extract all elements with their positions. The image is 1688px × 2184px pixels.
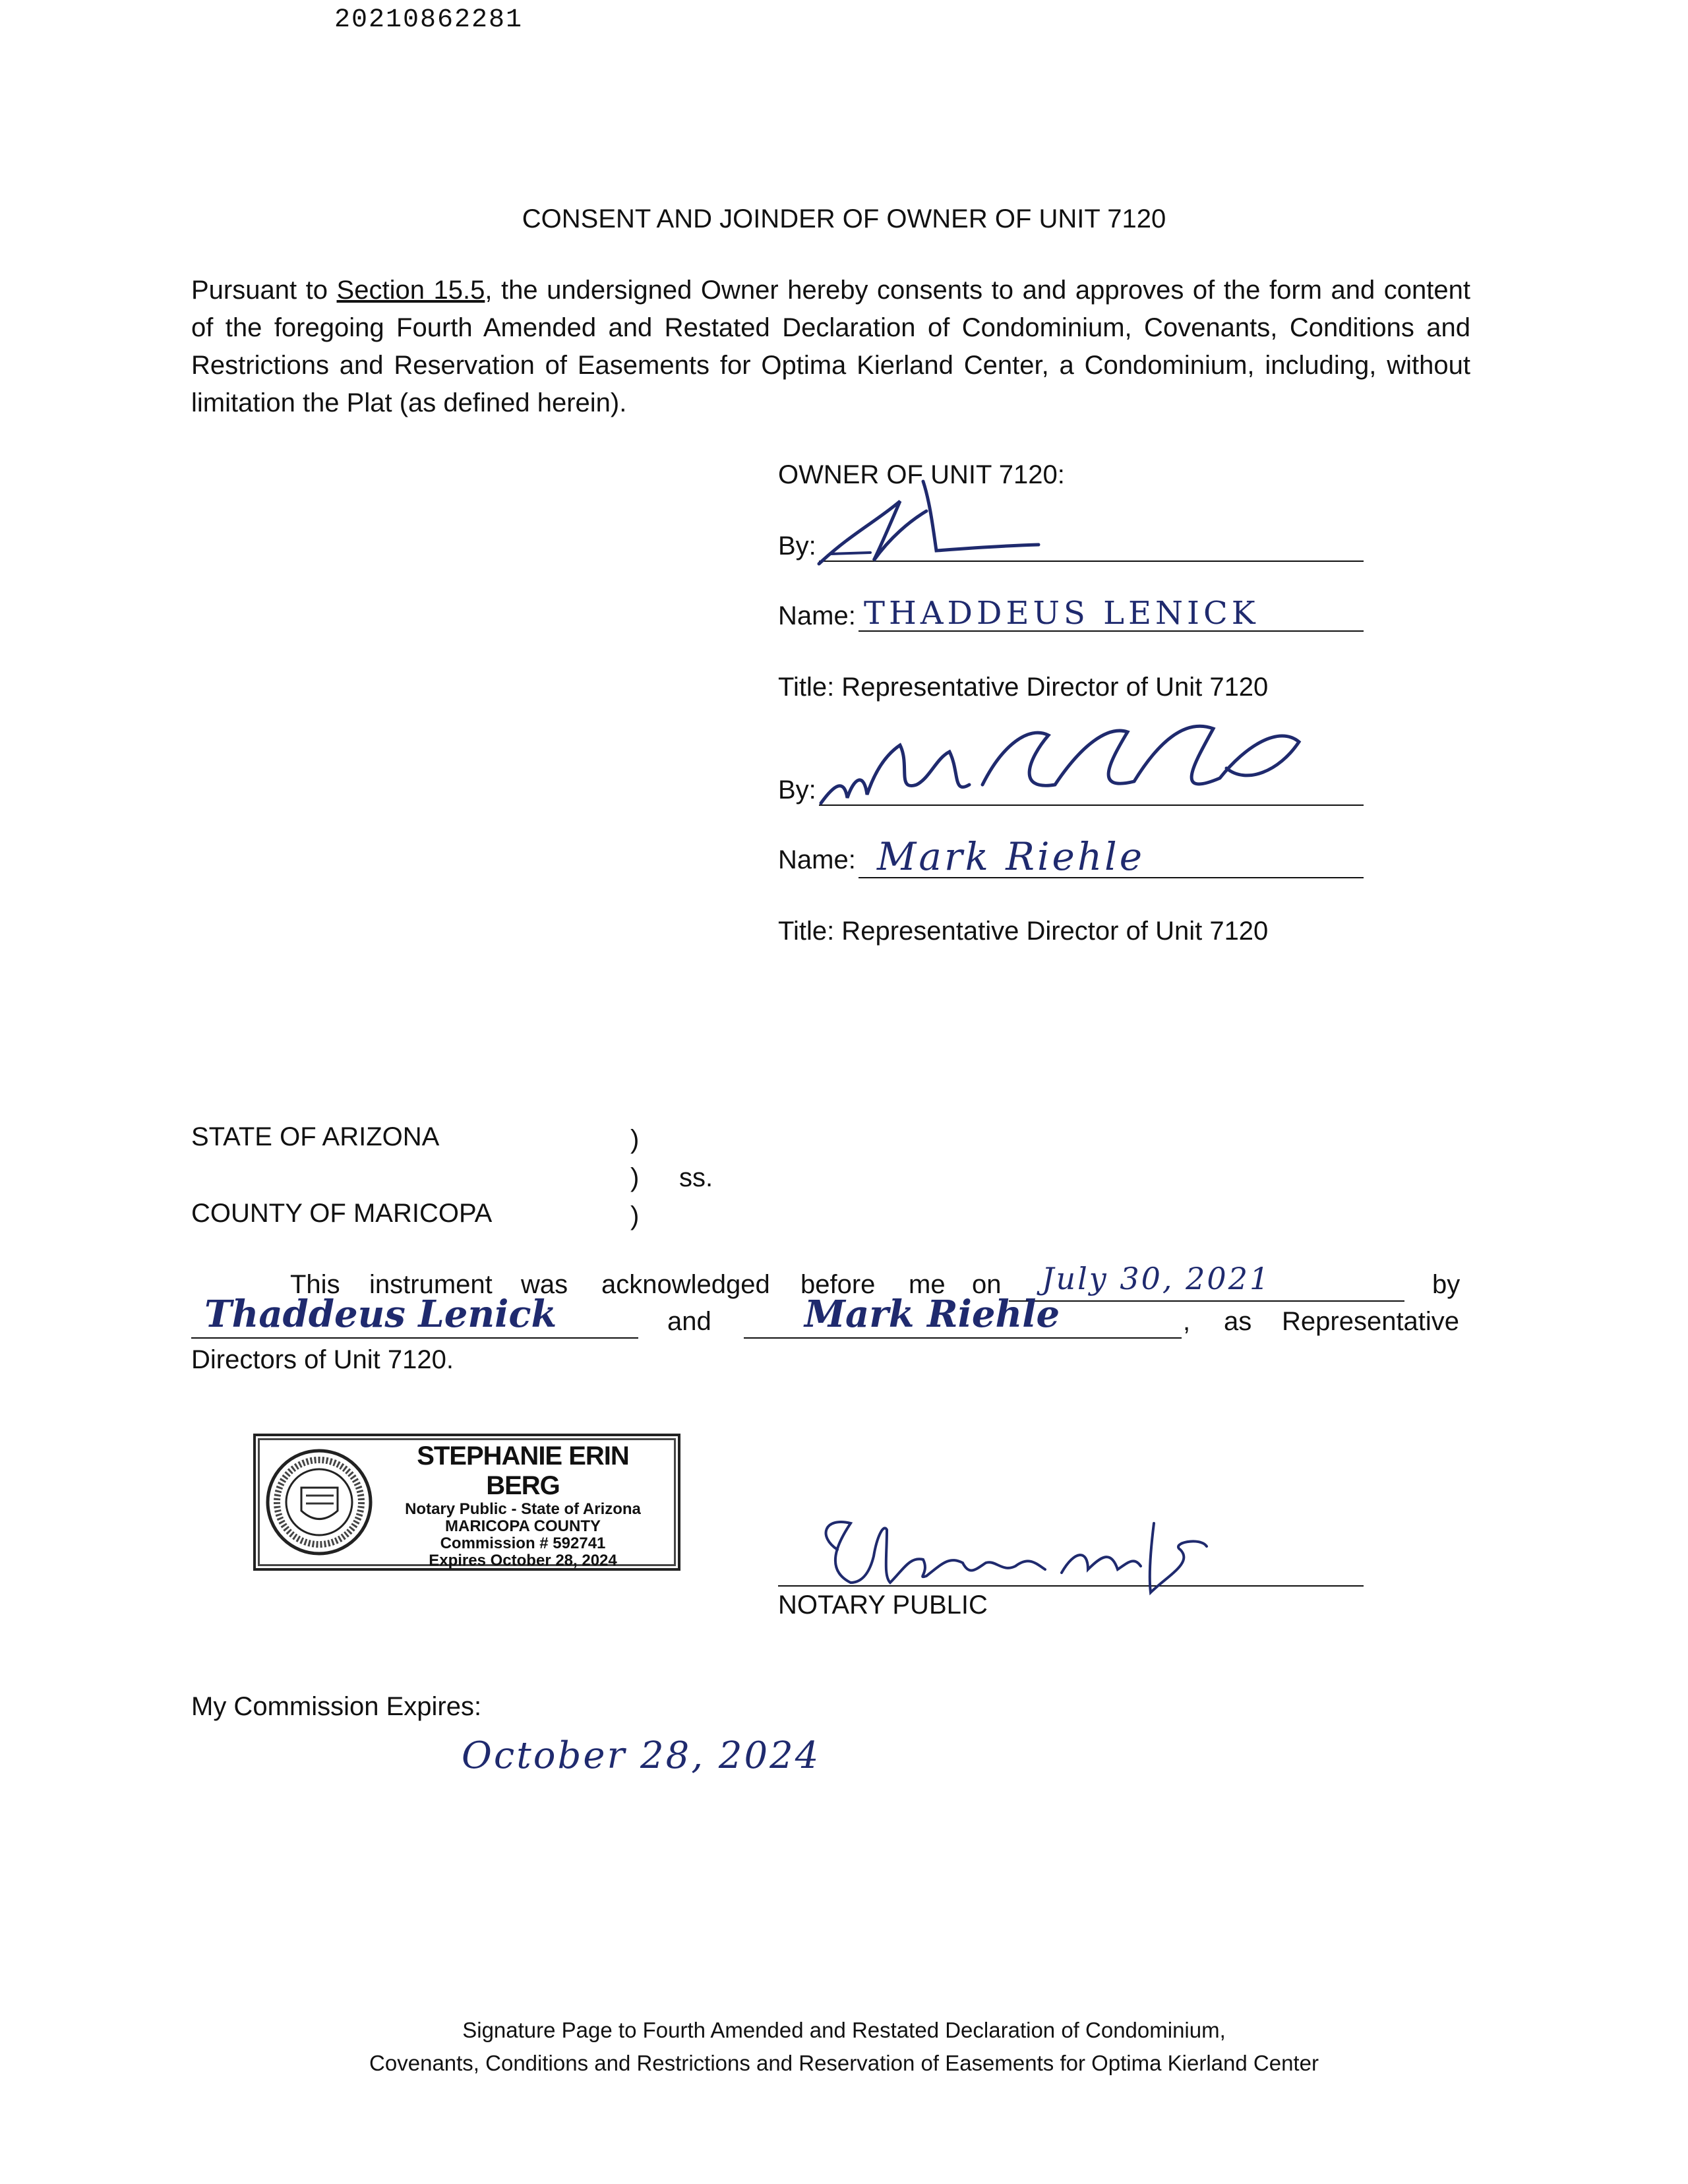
ack-word-me: me [909, 1270, 946, 1299]
page-title: CONSENT AND JOINDER OF OWNER OF UNIT 7120 [522, 204, 1166, 233]
by-label-2: By: [778, 775, 816, 804]
venue-ss: ss. [679, 1163, 713, 1192]
venue-paren-1: ) [630, 1125, 640, 1154]
ack-word-acknowledged: acknowledged [601, 1270, 770, 1299]
ack-line-3: Directors of Unit 7120. [191, 1345, 454, 1374]
notary-public-label: NOTARY PUBLIC [778, 1591, 988, 1620]
footer-line-1: Signature Page to Fourth Amended and Restated Declaration of Condominium, [462, 2018, 1226, 2042]
ack-date-line [1009, 1300, 1404, 1302]
intro-post: , the undersigned Owner hereby consents to and approves of the form and content of the foregoing Fourth Amended and Restated Declaration of Condominium, Covenants, Conditions and Restrictions and Reservation of Easements for Optima Kierland Center, a Condominium, including, without limitation the Plat (as defined herein). [191, 276, 1470, 417]
venue-county: COUNTY OF MARICOPA [191, 1199, 493, 1228]
stamp-line-1: Notary Public - State of Arizona [405, 1500, 641, 1518]
ack-name2-line [744, 1337, 1182, 1339]
owner-heading: OWNER OF UNIT 7120: [778, 460, 1065, 489]
footer-line-2: Covenants, Conditions and Restrictions and Reservation of Easements for Optima Kierland Center [369, 2051, 1319, 2075]
ack-comma: , [1183, 1307, 1191, 1336]
stamp-line-2: MARICOPA COUNTY [445, 1517, 601, 1535]
intro-paragraph [191, 272, 1470, 422]
commission-label: My Commission Expires: [191, 1692, 482, 1721]
ack-word-on: on [972, 1270, 1002, 1299]
by-label-1: By: [778, 531, 816, 561]
stamp-text [378, 1441, 668, 1569]
commission-date-handwritten: October 28, 2024 [462, 1734, 821, 1777]
title-line-2: Title: Representative Director of Unit 7120 [778, 917, 1269, 946]
ack-word-before: before [800, 1270, 876, 1299]
signature-stephanie-erin-berg [811, 1510, 1220, 1596]
signature-mark-riehle [818, 706, 1306, 814]
venue-paren-2: ) [630, 1163, 640, 1192]
ack-word-and: and [667, 1307, 711, 1336]
handwritten-name-1: THADDEUS LENICK [864, 595, 1259, 632]
ack-name2-handwritten: Mark Riehle [804, 1292, 1060, 1336]
ack-name1-line [191, 1337, 638, 1339]
footer [0, 2014, 1688, 2080]
notary-stamp [253, 1434, 680, 1571]
ack-word-representative: Representative [1282, 1307, 1460, 1336]
state-seal-icon [265, 1448, 374, 1557]
name-label-2: Name: [778, 845, 856, 874]
title-line-1: Title: Representative Director of Unit 7120 [778, 673, 1269, 702]
name-label-1: Name: [778, 601, 856, 630]
intro-pre: Pursuant to [191, 276, 337, 305]
ack-word-by: by [1432, 1270, 1461, 1299]
ack-word-as: as [1224, 1307, 1252, 1336]
stamp-line-4: Expires October 28, 2024 [429, 1552, 617, 1569]
venue-paren-3: ) [630, 1201, 640, 1230]
section-reference: Section 15.5 [336, 276, 485, 305]
document-number: 20210862281 [334, 5, 524, 35]
ack-word-this: This [290, 1270, 340, 1299]
ack-word-was: was [521, 1270, 568, 1299]
ack-word-instrument: instrument [369, 1270, 493, 1299]
ack-date-handwritten: July 30, 2021 [1042, 1261, 1271, 1296]
ack-name1-handwritten: Thaddeus Lenick [204, 1292, 557, 1336]
venue-state: STATE OF ARIZONA [191, 1122, 440, 1151]
handwritten-name-2: Mark Riehle [877, 834, 1145, 879]
stamp-name: STEPHANIE ERIN BERG [417, 1441, 629, 1500]
stamp-line-3: Commission # 592741 [440, 1534, 606, 1552]
signature-thaddeus-lenick [811, 475, 1048, 574]
